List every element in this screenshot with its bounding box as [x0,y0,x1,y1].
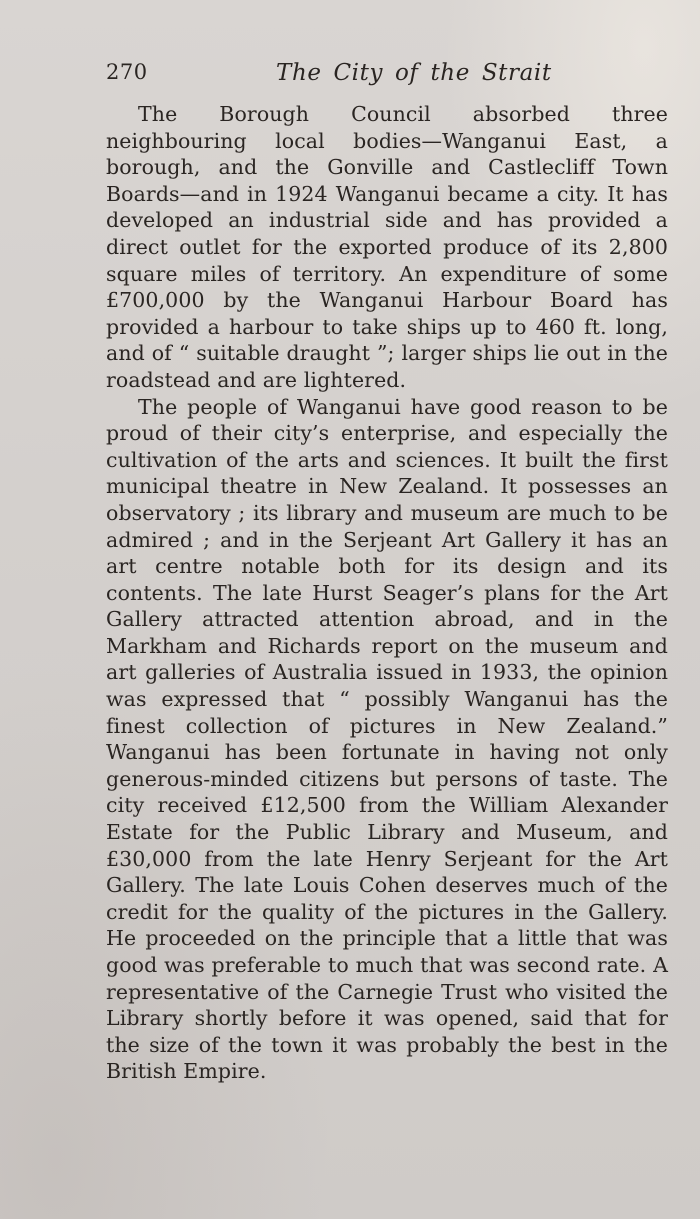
running-head [106,60,666,90]
paragraph-1: The Borough Council absorbed three neighbouring local bodies—Wanganui East, a borough, and the Gonville and Castlecliff Town Boards—and in 1924 Wanganui became a city. It has developed an industrial side and has provided a direct outlet for the exported produce of its 2,800 square miles of territory. An expenditure of some £700,000 by the Wanganui Harbour Board has provided a harbour to take ships up to 460 ft. long, and of “ suitable draught ”; larger ships lie out in the roadstead and are lightered. [106,102,668,392]
body-text [106,101,668,1085]
page-number: 270 [106,60,148,84]
running-title: The City of the Strait [276,60,552,86]
paragraph-2: The people of Wanganui have good reason to be proud of their city’s enterprise, and especially the cultivation of the arts and sciences. It built the first municipal theatre in New Zealand. It possesses an observatory ; its library and museum are much to be admired ; and in the Serjeant Art Gallery it has an art centre notable both for its design and its contents. The late Hurst Seager’s plans for the Art Gallery attracted attention abroad, and in the Markham and Richards report on the museum and art galleries of Australia issued in 1933, the opinion was expressed that “ possibly Wanganui has the finest collection of pictures in New Zealand.” Wanganui has been fortunate in having not only generous-minded citizens but persons of taste. The city received £12,500 from the William Alexander Estate for the Public Library and Museum, and £30,000 from the late Henry Serjeant for the Art Gallery. The late Louis Cohen deserves much of the credit for the quality of the pictures in the Gallery. He proceeded on the principle that a little that was good was preferable to much that was second rate. A representative of the Carnegie Trust who visited the Library shortly before it was opened, said that for the size of the town it was probably the best in the British Empire. [106,394,668,1084]
